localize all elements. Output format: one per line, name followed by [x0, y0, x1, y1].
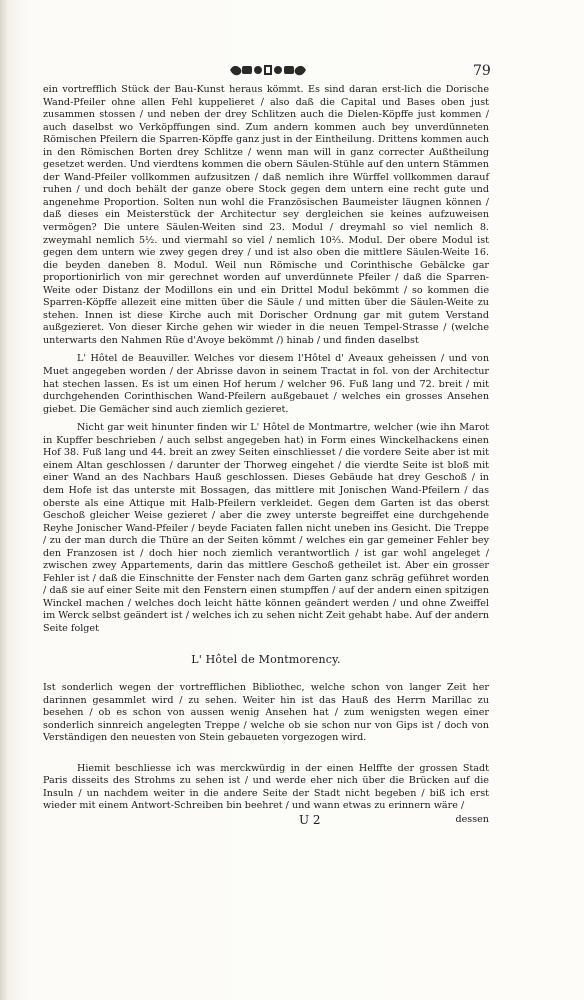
paragraph-hotel-montmorency: Ist sonderlich wegen der vortrefflichen Bibliothec, welche schon von langer Zeit her darinnen gesammlet wird / zu sehen. Weiter hin ist das Hauß des Herrn Marillac zu besehen / ob es schon von aussen wenig Ansehen hat / zum wenigsten wegen einer sonderlich sinnreich angelegten Treppe / welche ob sie schon nur von Gips ist / doch von Verständigen den neuesten von Stein gebaueten vorgezogen wird. [43, 682, 489, 744]
page-number: 79 [473, 63, 491, 79]
body-text [43, 84, 489, 828]
section-heading: L' Hôtel de Montmorency. [191, 652, 341, 666]
catchword: dessen [455, 813, 489, 825]
paragraph-closing: Hiemit beschliesse ich was merckwürdig in der einen Helffte der grossen Stadt Paris disseits des Strohms zu sehen ist / und werde eher nich über die Brücken auf die Insuln / un nachdem weiter in die andere Seite der Stadt nicht begeben / biß ich erst wieder mit einem Antwort-Schreiben bin beehret / und wann etwas zu erinnern wäre / [43, 762, 489, 812]
page-footer [43, 814, 489, 828]
paragraph-hotel-montmartre: Nicht gar weit hinunter finden wir L' Hôtel de Montmartre, welcher (wie ihn Marot in Kupffer beschrieben / auch selbst angegeben hat) in Form eines Winckelhackens einen Hof 38. Fuß lang und 44. breit an zwey Seiten einschliesset / die vordere Seite aber ist mit einem Altan geschlossen / darunter der Thorweg eingehet / die vierdte Seite ist bloß mit einer Wand an des Nachbars Hauß geschlossen. Dieses Gebäude hat drey Geschoß / in dem Hofe ist das unterste mit Bossagen, das mittlere mit Jonischen Wand-Pfeilern / das oberste als eine Attique mit Halb-Pfeilern verkleidet. Gegen dem Garten ist das oberst Geschoß gleicher Weise gezieret / aber die zwey unterste begreiffet eine durchgehende Reyhe Jonischer Wand-Pfeiler / beyde Faciaten fallen nicht uneben ins Gesicht. Die Treppe / zu der man durch die Thüre an der Seiten kömmt / welches ein gar gemeiner Fehler bey den Franzosen ist / doch hier noch ziemlich verantwortlich / ist gar wohl angeleget / zwischen zwey Appartements, darin das mittlere Geschoß getheilet ist. Aber ein grosser Fehler ist / daß die Einschnitte der Fenster nach dem Garten ganz schräg geführet worden / daß sie auf einer Seite mit den Fenstern einen stumpffen / auf der andern einen spitzigen Winckel machen / welches doch leicht hätte können geändert werden / und ohne Zweiffel im Werck selbst geändert ist / welches ich zu sehen nicht Zeit gehabt habe. Auf der andern Seite folget [43, 422, 489, 634]
paragraph-church-description: ein vortrefflich Stück der Bau-Kunst heraus kömmt. Es sind daran erst-lich die Dorische Wand-Pfeiler ohne allen Fehl kuppelieret / also daß die Capital und Bases oben just zusammen stossen / und neben der drey Schlitzen auch die Dielen-Köpffe just kommen / auch daselbst wo Verköpffungen sind. Zum andern kommen auch bey unverdünneten Römischen Pfeilern die Sparren-Köpffe ganz just in der Eintheilung. Drittens kommen auch in den Römischen Borten drey Schlitze / wenn man will in ganz correcter Außtheilung gesetzet werden. Und vierdtens kommen die obern Säulen-Stühle auf den untern Stämmen der Wand-Pfeiler vollkommen aufzusitzen / daß nemlich ihre Würffel vollkommen darauf ruhen / und doch behält der ganze obere Stock gegen dem untern eine recht gute und angenehme Proportion. Solten nun wohl die Französischen Baumeister läugnen können / daß dieses ein Meisterstück der Architectur sey dergleichen sie keines aufzuweisen vermögen? Die untere Säulen-Weiten sind 23. Modul / dreymahl so viel nemlich 8. zweymahl nemlich 5½. und viermahl so viel / nemlich 10⅔. Modul. Der obere Modul ist gegen dem untern wie zwey gegen drey / und ist also oben die mittlere Säulen-Weite 16. die beyden daneben 8. Modul. Weil nun Römische und Corinthische Gebälcke gar proportionirlich von mir gerechnet worden auf unverdünnete Pfeiler / daß die Sparren-Weite oder Distanz der Modillons ein und ein Drittel Modul bekömmt / so kommen die Sparren-Köpffe allezeit eine mitten über die Säule / und mitten über die Säulen-Weite zu stehen. Innen ist diese Kirche auch mit Dorischer Ordnung gar mit gutem Verstand außgezieret. Von dieser Kirche gehen wir wieder in die neuen Tempel-Strasse / (welche unterwarts den Nahmen Rüe d'Avoye bekömmt /) hinab / und finden daselbst [43, 84, 489, 346]
signature-mark: U 2 [299, 812, 321, 827]
printers-ornament-icon [228, 62, 308, 78]
paragraph-hotel-beauviller: L' Hôtel de Beauviller. Welches vor diesem l'Hôtel d' Aveaux geheissen / und von Muet angegeben worden / der Abrisse davon in seinem Tractat in fol. von der Architectur hat stechen lassen. Es ist um einen Hof herum / welcher 96. Fuß lang und 72. breit / mit durchgehenden Corinthischen Wand-Pfeilern außgebauet / welches ein grosses Ansehen giebet. Die Gemächer sind auch ziemlich gezieret. [43, 353, 489, 415]
